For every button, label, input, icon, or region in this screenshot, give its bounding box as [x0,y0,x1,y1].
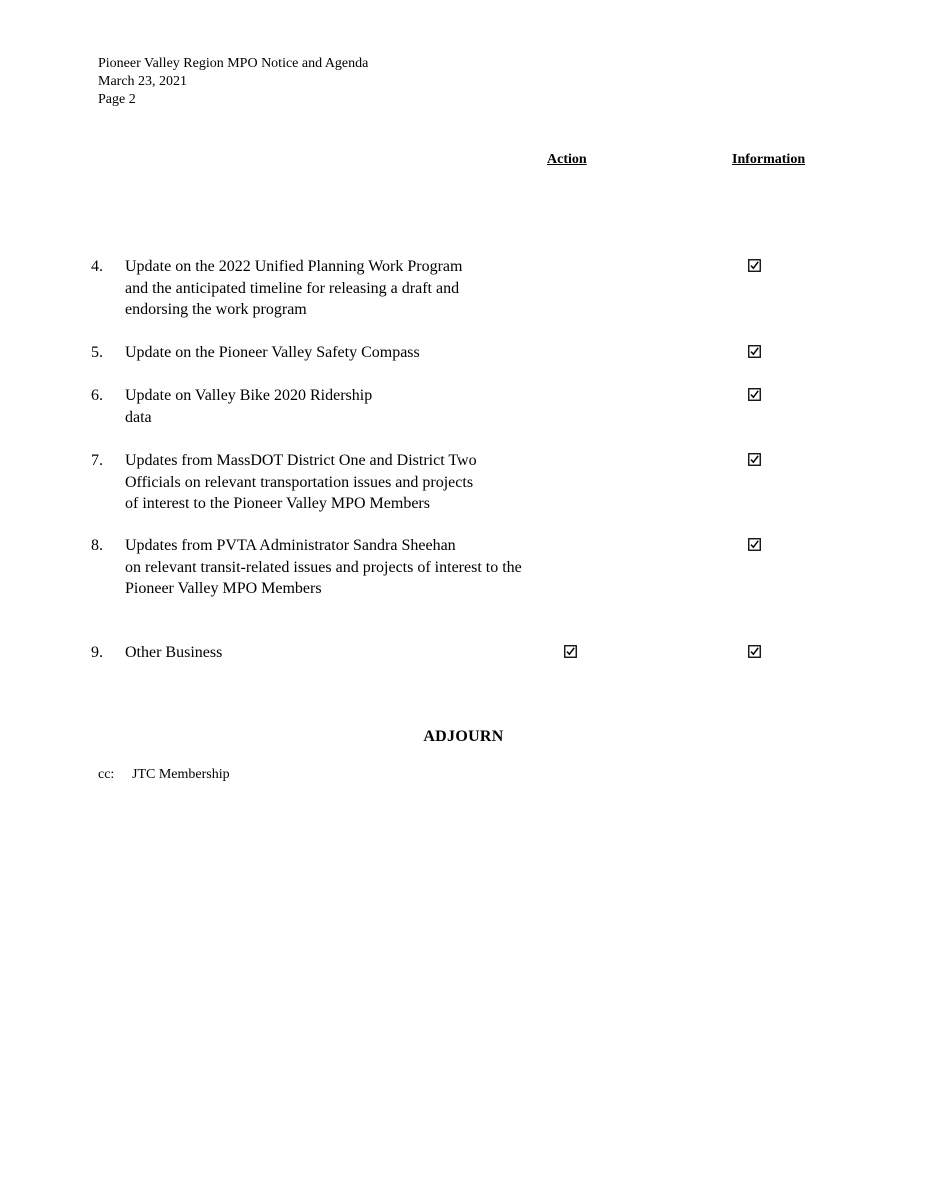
item-number: 4. [91,258,103,275]
cc-line [98,767,230,783]
item-number: 7. [91,452,103,469]
item-text-line: and the anticipated timeline for releasing a draft and [125,279,460,297]
item-text-line: Update on the Pioneer Valley Safety Compass [125,344,420,361]
item-number: 6. [91,387,103,404]
item-text-line: on relevant transit-related issues and projects of interest to the [125,558,522,576]
item-text [125,450,595,515]
checked-box-icon [747,644,761,658]
header-title: Pioneer Valley Region MPO Notice and Agenda [98,56,369,71]
item-text-line: data [125,408,152,426]
item-text-line: Other Business [125,644,223,661]
checked-box-icon [747,387,761,401]
item-text-line: endorsing the work program [125,301,307,318]
cc-label: cc: [98,767,115,782]
action-column-header: Action [547,152,587,167]
checked-box-icon [747,452,761,466]
item-text-line: Update on Valley Bike 2020 Ridership [125,387,373,404]
item-text-line: Update on the 2022 Unified Planning Work Program [125,258,463,275]
checked-box-icon [747,537,761,551]
checked-box-icon [563,644,577,658]
item-text [125,642,595,664]
item-text [125,385,595,428]
item-number: 5. [91,344,103,361]
cc-value: JTC Membership [132,767,230,782]
checked-box-icon [747,258,761,272]
item-text-line: Officials on relevant transportation issues and projects [125,473,474,491]
item-text [125,256,595,321]
item-text-line: Updates from MassDOT District One and District Two [125,452,477,469]
item-text-line: Updates from PVTA Administrator Sandra Sheehan [125,537,456,554]
item-text [125,535,595,600]
item-number: 9. [91,644,103,661]
header-page-number: Page 2 [98,92,136,107]
information-column-header: Information [732,152,806,167]
item-text [125,342,595,364]
item-text-line: Pioneer Valley MPO Members [125,580,322,597]
header-date: March 23, 2021 [98,74,188,89]
item-text-line: of interest to the Pioneer Valley MPO Members [125,495,430,512]
page-header [98,55,368,109]
item-number: 8. [91,537,103,554]
adjourn-heading: ADJOURN [423,728,504,745]
checked-box-icon [747,344,761,358]
